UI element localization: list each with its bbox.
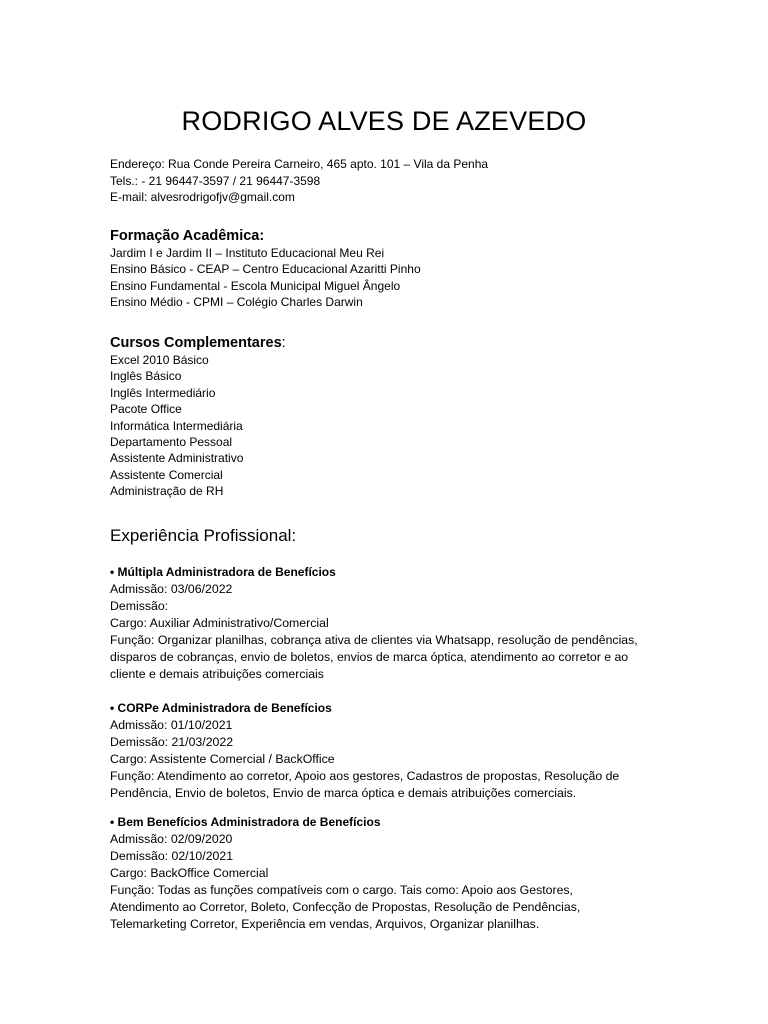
education-item: Ensino Básico - CEAP – Centro Educacional Azaritti Pinho bbox=[110, 262, 421, 277]
course-item: Assistente Administrativo bbox=[110, 451, 244, 466]
contact-info bbox=[110, 156, 670, 206]
candidate-name: RODRIGO ALVES DE AZEVEDO bbox=[181, 106, 587, 136]
job-admission: Admissão: 01/10/2021 bbox=[110, 717, 233, 732]
course-item: Informática Intermediária bbox=[110, 418, 243, 433]
job-function: Função: Todas as funções compatíveis com o cargo. Tais como: Apoio aos Gestores, Atendimento ao Corretor, Boleto, Confecção de Propostas, Resolução de Pendências, Telemarketing Corretor, Experiência em vendas, Arquivos, Organizar planilhas. bbox=[110, 882, 581, 931]
job-function: Função: Organizar planilhas, cobrança ativa de clientes via Whatsapp, resolução de pendências, disparos de cobranças, envio de boletos, envios de marca óptica, atendimento ao corretor e ao cliente e demais atribuições comerciais bbox=[110, 632, 638, 681]
job-company: • CORPe Administradora de Benefícios bbox=[110, 701, 332, 715]
course-item: Administração de RH bbox=[110, 484, 224, 499]
education-section bbox=[110, 227, 670, 311]
job-dismissal: Demissão: 21/03/2022 bbox=[110, 734, 234, 749]
job-role: Cargo: Assistente Comercial / BackOffice bbox=[110, 751, 335, 766]
job-function: Função: Atendimento ao corretor, Apoio aos gestores, Cadastros de propostas, Resolução de Pendência, Envio de boletos, Envio de marca óptica e demais atribuições comerciais. bbox=[110, 768, 620, 800]
job-admission: Admissão: 03/06/2022 bbox=[110, 581, 233, 596]
job-entry-2 bbox=[110, 700, 650, 802]
email-line: E-mail: alvesrodrigofjv@gmail.com bbox=[110, 190, 295, 204]
course-item: Assistente Comercial bbox=[110, 467, 223, 482]
experience-heading-block bbox=[110, 525, 670, 547]
courses-heading bbox=[110, 334, 670, 352]
education-item: Ensino Médio - CPMI – Colégio Charles Darwin bbox=[110, 295, 363, 310]
courses-heading-colon: : bbox=[281, 335, 286, 351]
phone-line: Tels.: - 21 96447-3597 / 21 96447-3598 bbox=[110, 173, 321, 188]
job-entry-1 bbox=[110, 564, 665, 683]
experience-heading bbox=[110, 525, 670, 547]
experience-heading-text: Experiência Profissional bbox=[110, 526, 292, 545]
job-dismissal: Demissão: 02/10/2021 bbox=[110, 848, 234, 863]
job-dismissal: Demissão: bbox=[110, 598, 169, 613]
job-company: • Múltipla Administradora de Benefícios bbox=[110, 565, 336, 579]
course-item: Departamento Pessoal bbox=[110, 435, 233, 450]
courses-section bbox=[110, 334, 670, 500]
course-item: Excel 2010 Básico bbox=[110, 353, 209, 367]
job-company: • Bem Benefícios Administradora de Benefícios bbox=[110, 815, 381, 829]
job-role: Cargo: Auxiliar Administrativo/Comercial bbox=[110, 615, 329, 630]
course-item: Inglês Básico bbox=[110, 369, 182, 384]
education-item: Jardim I e Jardim II – Instituto Educacional Meu Rei bbox=[110, 246, 385, 260]
job-admission: Admissão: 02/09/2020 bbox=[110, 831, 233, 846]
education-item: Ensino Fundamental - Escola Municipal Miguel Ângelo bbox=[110, 278, 401, 293]
job-entry-3 bbox=[110, 814, 610, 933]
address-line: Endereço: Rua Conde Pereira Carneiro, 465 apto. 101 – Vila da Penha bbox=[110, 157, 489, 171]
courses-heading-text: Cursos Complementares bbox=[110, 335, 282, 351]
experience-heading-colon: : bbox=[291, 526, 297, 545]
education-heading: Formação Acadêmica: bbox=[110, 228, 265, 244]
course-item: Pacote Office bbox=[110, 402, 182, 417]
course-item: Inglês Intermediário bbox=[110, 385, 216, 400]
job-role: Cargo: BackOffice Comercial bbox=[110, 865, 269, 880]
